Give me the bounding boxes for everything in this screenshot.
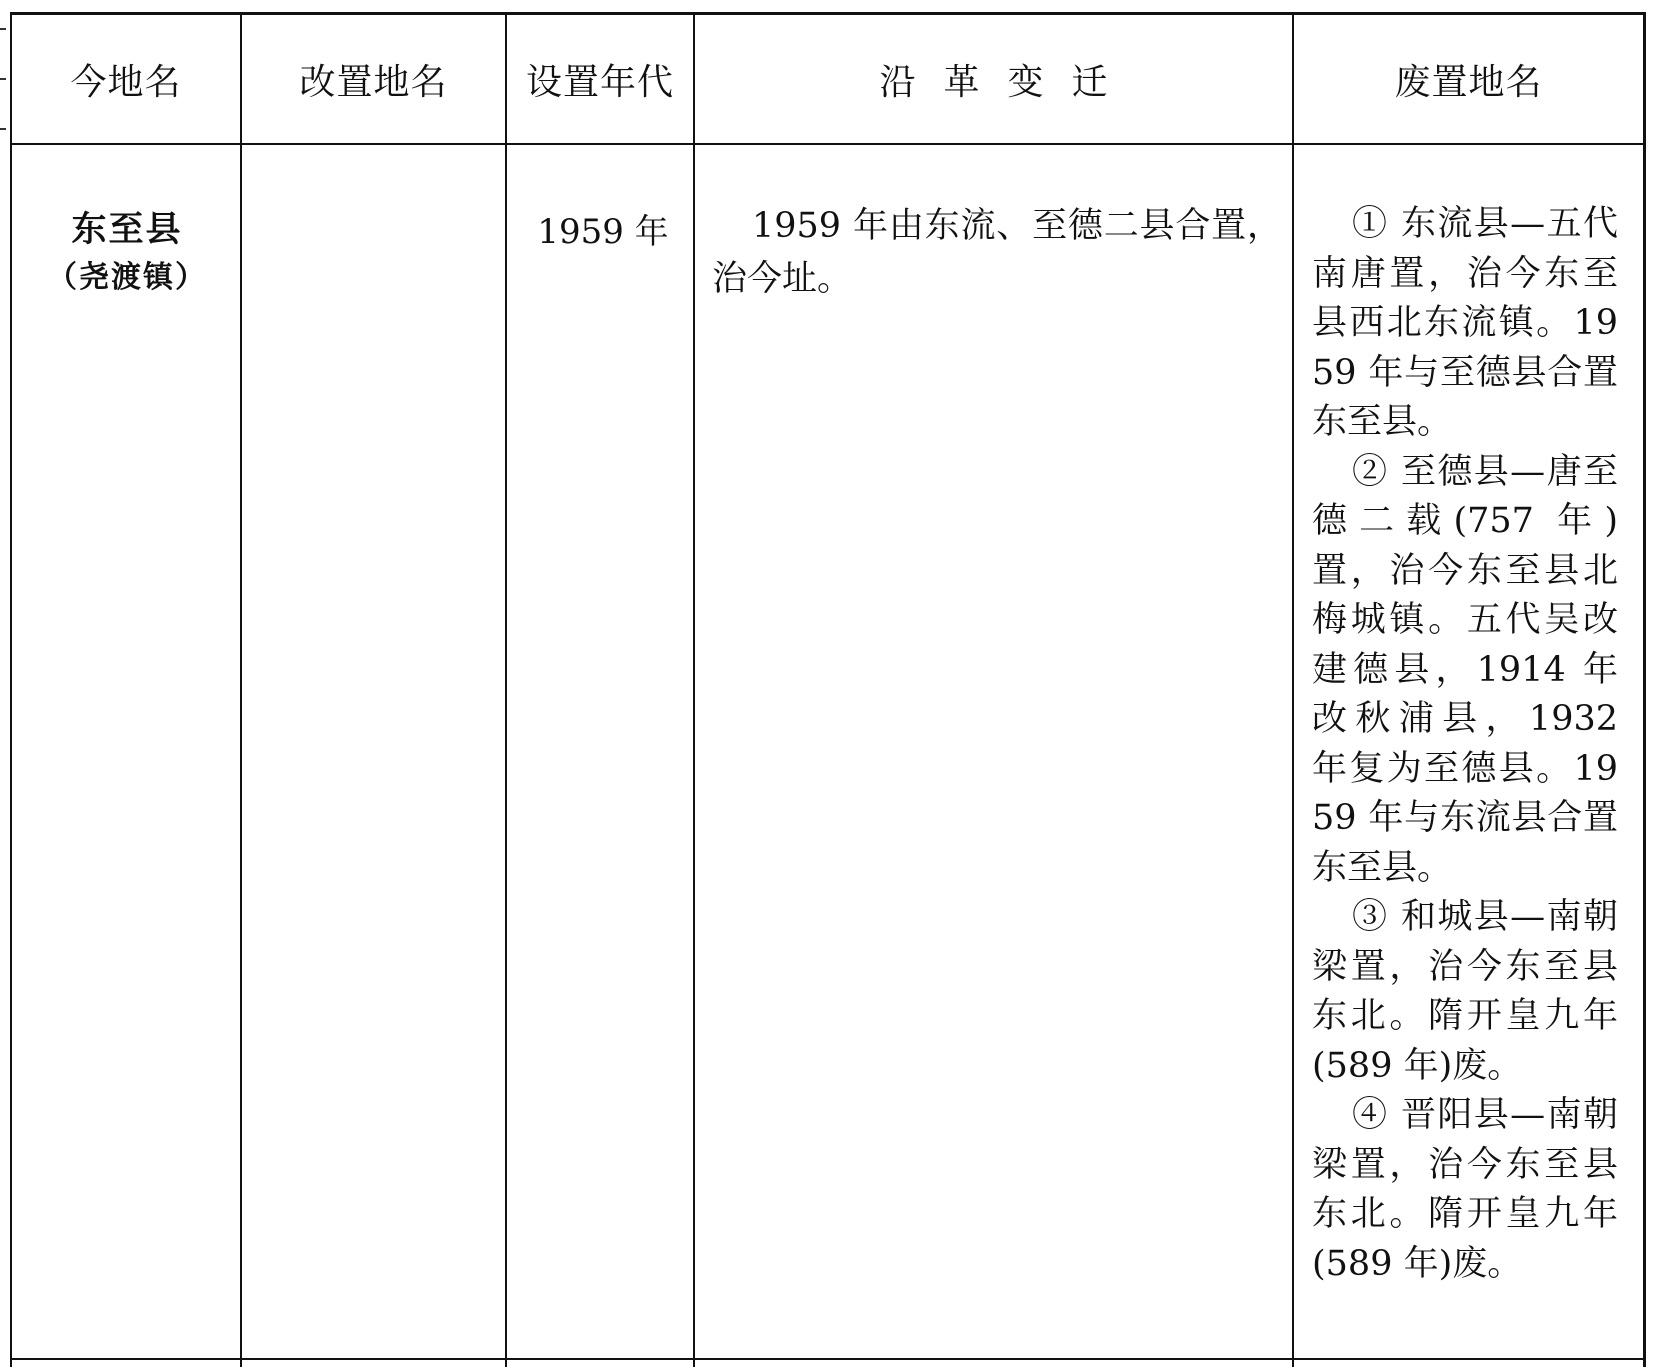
- header-history: 沿革变迁: [879, 61, 1136, 103]
- header-renamed-name: 改置地名: [299, 61, 448, 103]
- current-place-name: 东至县: [71, 209, 183, 250]
- established-year: 1959 年: [537, 212, 669, 252]
- table-right-border: [1643, 12, 1646, 1367]
- abolished-entry: ② 至德县—唐至德二载(757 年)置，治今东至县北梅城镇。五代吴改建德县，1914 年改秋浦县，1932 年复为至德县。1959 年与东流县合置东至县。: [1312, 451, 1618, 888]
- column-divider: [505, 12, 507, 1367]
- history-text: 1959 年由东流、至德二县合置，治今址。: [712, 206, 1282, 299]
- header-established: 设置年代: [525, 61, 674, 103]
- abolished-entry: ① 东流县—五代南唐置，治今东至县西北东流镇。1959 年与至德县合置东至县。: [1312, 204, 1618, 442]
- margin-tick: [0, 28, 6, 30]
- header-abolished: 废置地名: [1394, 61, 1543, 103]
- county-seat-name: （尧渡镇）: [47, 260, 207, 295]
- header-current-name: 今地名: [70, 61, 182, 103]
- column-divider: [1292, 12, 1294, 1367]
- margin-tick: [0, 78, 6, 80]
- abolished-places: [1312, 200, 1618, 1289]
- abolished-entry: ③ 和城县—南朝梁置，治今东至县东北。隋开皇九年(589 年)废。: [1312, 897, 1618, 1086]
- renamed-name-cell: [242, 145, 505, 1358]
- abolished-entry: ④ 晋阳县—南朝梁置，治今东至县东北。隋开皇九年(589 年)废。: [1312, 1095, 1618, 1284]
- row-bottom-border: [10, 1358, 1646, 1360]
- margin-tick: [0, 128, 6, 130]
